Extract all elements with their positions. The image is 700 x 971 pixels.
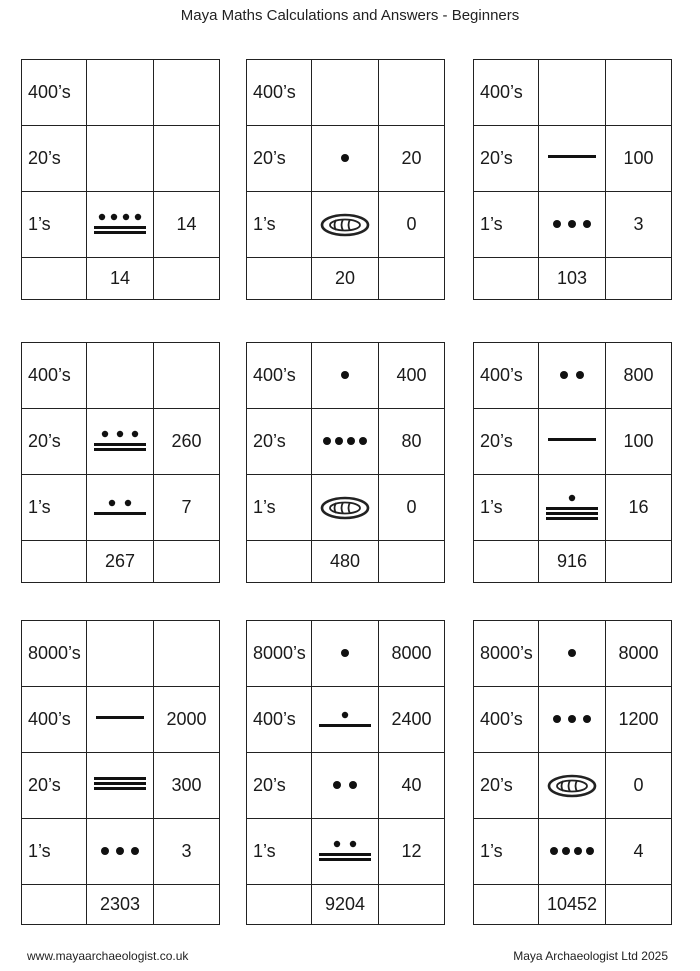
dot-mark xyxy=(560,371,568,379)
place-value: 40 xyxy=(379,753,445,819)
place-value xyxy=(154,621,220,687)
answer-blank xyxy=(154,258,220,300)
answer-total: 2303 xyxy=(87,885,154,925)
place-label: 1’s xyxy=(22,819,87,885)
answer-row xyxy=(247,885,445,925)
maya-numeral-icon xyxy=(92,716,148,723)
place-value: 12 xyxy=(379,819,445,885)
glyph-cell xyxy=(87,343,154,409)
place-row xyxy=(247,475,445,541)
dot-mark xyxy=(349,781,357,789)
answer-blank xyxy=(247,885,312,925)
answer-total: 9204 xyxy=(312,885,379,925)
dot-mark xyxy=(102,431,108,437)
maya-numeral-icon xyxy=(544,155,600,162)
answer-total: 480 xyxy=(312,541,379,583)
place-label: 400’s xyxy=(474,687,539,753)
place-row xyxy=(474,687,672,753)
answer-blank xyxy=(247,258,312,300)
maya-numeral-icon xyxy=(92,497,148,519)
place-label: 1’s xyxy=(247,475,312,541)
place-row xyxy=(247,60,445,126)
glyph-cell xyxy=(312,192,379,258)
problem-grid-6 xyxy=(473,342,672,583)
place-value: 3 xyxy=(154,819,220,885)
place-value: 300 xyxy=(154,753,220,819)
dot-mark xyxy=(131,847,139,855)
dot-mark xyxy=(586,847,594,855)
place-label: 400’s xyxy=(247,60,312,126)
page-title: Maya Maths Calculations and Answers - Beginners xyxy=(180,7,520,24)
place-value: 14 xyxy=(154,192,220,258)
place-value: 100 xyxy=(606,126,672,192)
place-row xyxy=(474,475,672,541)
dot-mark xyxy=(347,437,355,445)
place-row xyxy=(474,409,672,475)
place-label: 1’s xyxy=(247,192,312,258)
answer-blank xyxy=(22,541,87,583)
answer-row xyxy=(474,541,672,583)
dot-mark xyxy=(583,220,591,228)
glyph-cell xyxy=(312,126,379,192)
place-row xyxy=(22,753,220,819)
problem-grid-8 xyxy=(246,620,445,925)
dot-mark xyxy=(583,715,591,723)
dot-mark xyxy=(132,431,138,437)
answer-blank xyxy=(606,885,672,925)
place-value: 1200 xyxy=(606,687,672,753)
maya-numeral-icon xyxy=(544,647,600,661)
company-footer: Maya Archaeologist Ltd 2025 xyxy=(513,949,668,963)
place-row xyxy=(247,343,445,409)
answer-row xyxy=(22,541,220,583)
place-row xyxy=(22,621,220,687)
place-value: 0 xyxy=(606,753,672,819)
dot-mark xyxy=(568,715,576,723)
place-value: 100 xyxy=(606,409,672,475)
answer-blank xyxy=(379,541,445,583)
place-row xyxy=(247,819,445,885)
place-label: 20’s xyxy=(247,409,312,475)
maya-numeral-icon xyxy=(544,218,600,232)
answer-blank xyxy=(474,541,539,583)
place-value: 2000 xyxy=(154,687,220,753)
maya-numeral-icon xyxy=(544,492,600,524)
maya-numeral-icon xyxy=(317,435,373,449)
answer-total: 267 xyxy=(87,541,154,583)
place-row xyxy=(22,126,220,192)
glyph-cell xyxy=(539,126,606,192)
glyph-cell xyxy=(539,753,606,819)
glyph-cell xyxy=(87,409,154,475)
glyph-cell xyxy=(87,687,154,753)
place-value xyxy=(154,126,220,192)
bar-mark xyxy=(94,443,146,446)
place-row xyxy=(247,621,445,687)
bar-mark xyxy=(546,507,598,510)
answer-row xyxy=(474,885,672,925)
bar-mark xyxy=(548,155,596,158)
place-value: 400 xyxy=(379,343,445,409)
maya-numeral-icon xyxy=(544,845,600,859)
dot-mark xyxy=(342,711,348,717)
dot-mark xyxy=(123,214,129,220)
place-row xyxy=(22,687,220,753)
place-value: 0 xyxy=(379,475,445,541)
glyph-cell xyxy=(87,753,154,819)
answer-total: 916 xyxy=(539,541,606,583)
problem-grid-3 xyxy=(473,59,672,300)
maya-numeral-icon xyxy=(317,647,373,661)
place-row xyxy=(474,343,672,409)
maya-numeral-icon xyxy=(544,438,600,445)
answer-row xyxy=(247,258,445,300)
problem-grid-1 xyxy=(21,59,220,300)
glyph-cell xyxy=(539,819,606,885)
website-footer: www.mayaarchaeologist.co.uk xyxy=(27,949,189,963)
bar-mark xyxy=(548,438,596,441)
answer-blank xyxy=(154,541,220,583)
glyph-cell xyxy=(312,60,379,126)
dot-mark xyxy=(125,499,131,505)
place-label: 20’s xyxy=(22,753,87,819)
maya-numeral-icon xyxy=(92,428,148,455)
bar-mark xyxy=(94,782,146,785)
glyph-cell xyxy=(539,60,606,126)
place-value: 0 xyxy=(379,192,445,258)
dot-mark xyxy=(117,431,123,437)
dot-mark xyxy=(341,649,349,657)
place-label: 20’s xyxy=(474,126,539,192)
answer-row xyxy=(247,541,445,583)
place-label: 400’s xyxy=(474,343,539,409)
place-row xyxy=(247,126,445,192)
glyph-cell xyxy=(539,409,606,475)
dot-mark xyxy=(333,781,341,789)
dot-mark xyxy=(341,371,349,379)
place-label: 20’s xyxy=(247,753,312,819)
bar-mark xyxy=(546,512,598,515)
answer-blank xyxy=(22,885,87,925)
place-label: 20’s xyxy=(22,409,87,475)
maya-numeral-icon xyxy=(317,369,373,383)
place-value xyxy=(606,60,672,126)
place-row xyxy=(22,409,220,475)
place-label: 400’s xyxy=(247,687,312,753)
shell-zero-icon xyxy=(319,495,371,521)
maya-numeral-icon xyxy=(544,713,600,727)
place-row xyxy=(22,475,220,541)
bar-mark xyxy=(319,724,371,727)
glyph-cell xyxy=(312,475,379,541)
bar-mark xyxy=(94,231,146,234)
place-value: 8000 xyxy=(606,621,672,687)
dot-mark xyxy=(553,715,561,723)
dot-mark xyxy=(568,649,576,657)
glyph-cell xyxy=(539,687,606,753)
dot-mark xyxy=(323,437,331,445)
bar-mark xyxy=(94,512,146,515)
answer-row xyxy=(22,885,220,925)
bar-mark xyxy=(96,716,144,719)
dot-mark xyxy=(562,847,570,855)
place-row xyxy=(474,192,672,258)
glyph-cell xyxy=(539,475,606,541)
maya-numeral-icon xyxy=(92,845,148,859)
bar-mark xyxy=(319,858,371,861)
glyph-cell xyxy=(87,621,154,687)
answer-blank xyxy=(154,885,220,925)
dot-mark xyxy=(116,847,124,855)
place-value: 800 xyxy=(606,343,672,409)
answer-blank xyxy=(247,541,312,583)
problem-grid-9 xyxy=(473,620,672,925)
place-label: 400’s xyxy=(247,343,312,409)
place-row xyxy=(22,60,220,126)
glyph-cell xyxy=(312,819,379,885)
glyph-cell xyxy=(87,819,154,885)
answer-total: 10452 xyxy=(539,885,606,925)
dot-mark xyxy=(359,437,367,445)
bar-mark xyxy=(94,777,146,780)
maya-numeral-icon xyxy=(317,779,373,793)
dot-mark xyxy=(568,220,576,228)
place-label: 400’s xyxy=(22,687,87,753)
place-label: 1’s xyxy=(247,819,312,885)
place-value xyxy=(379,60,445,126)
dot-mark xyxy=(553,220,561,228)
place-row xyxy=(247,192,445,258)
place-label: 1’s xyxy=(474,475,539,541)
place-label: 400’s xyxy=(22,343,87,409)
place-value: 16 xyxy=(606,475,672,541)
answer-total: 20 xyxy=(312,258,379,300)
maya-numeral-icon xyxy=(92,777,148,794)
place-label: 1’s xyxy=(474,192,539,258)
place-value: 8000 xyxy=(379,621,445,687)
problem-grid-4 xyxy=(21,342,220,583)
place-label: 20’s xyxy=(247,126,312,192)
glyph-cell xyxy=(312,753,379,819)
answer-blank xyxy=(22,258,87,300)
glyph-cell xyxy=(312,409,379,475)
place-row xyxy=(474,819,672,885)
place-value: 7 xyxy=(154,475,220,541)
place-label: 8000’s xyxy=(22,621,87,687)
place-label: 20’s xyxy=(22,126,87,192)
glyph-cell xyxy=(312,343,379,409)
place-row xyxy=(474,621,672,687)
bar-mark xyxy=(319,853,371,856)
place-row xyxy=(22,192,220,258)
place-row xyxy=(247,409,445,475)
place-row xyxy=(247,753,445,819)
answer-total: 103 xyxy=(539,258,606,300)
dot-mark xyxy=(334,841,340,847)
answer-blank xyxy=(606,541,672,583)
glyph-cell xyxy=(312,621,379,687)
place-label: 20’s xyxy=(474,753,539,819)
place-label: 8000’s xyxy=(474,621,539,687)
place-value: 260 xyxy=(154,409,220,475)
problem-grid-7 xyxy=(21,620,220,925)
glyph-cell xyxy=(87,126,154,192)
glyph-cell xyxy=(312,687,379,753)
place-value: 2400 xyxy=(379,687,445,753)
glyph-cell xyxy=(87,475,154,541)
dot-mark xyxy=(111,214,117,220)
maya-numeral-icon xyxy=(92,211,148,238)
glyph-cell xyxy=(539,343,606,409)
maya-numeral-icon xyxy=(544,369,600,383)
dot-mark xyxy=(574,847,582,855)
place-value xyxy=(154,343,220,409)
dot-mark xyxy=(569,494,575,500)
place-label: 20’s xyxy=(474,409,539,475)
answer-row xyxy=(474,258,672,300)
place-label: 1’s xyxy=(22,192,87,258)
answer-blank xyxy=(379,258,445,300)
answer-row xyxy=(22,258,220,300)
place-label: 400’s xyxy=(474,60,539,126)
answer-blank xyxy=(606,258,672,300)
place-label: 8000’s xyxy=(247,621,312,687)
maya-numeral-icon xyxy=(317,152,373,166)
answer-blank xyxy=(474,885,539,925)
dot-mark xyxy=(99,214,105,220)
dot-mark xyxy=(576,371,584,379)
place-row xyxy=(22,819,220,885)
maya-numeral-icon xyxy=(317,838,373,865)
place-row xyxy=(474,126,672,192)
answer-total: 14 xyxy=(87,258,154,300)
problem-grid-5 xyxy=(246,342,445,583)
shell-zero-icon xyxy=(319,212,371,238)
dot-mark xyxy=(135,214,141,220)
dot-mark xyxy=(350,841,356,847)
place-value: 20 xyxy=(379,126,445,192)
place-row xyxy=(474,60,672,126)
place-value: 80 xyxy=(379,409,445,475)
dot-mark xyxy=(109,499,115,505)
maya-numeral-icon xyxy=(317,709,373,731)
place-label: 400’s xyxy=(22,60,87,126)
place-label: 1’s xyxy=(474,819,539,885)
glyph-cell xyxy=(539,621,606,687)
place-label: 1’s xyxy=(22,475,87,541)
place-value xyxy=(154,60,220,126)
place-value: 4 xyxy=(606,819,672,885)
glyph-cell xyxy=(539,192,606,258)
place-row xyxy=(247,687,445,753)
dot-mark xyxy=(341,154,349,162)
problem-grid-2 xyxy=(246,59,445,300)
place-value: 3 xyxy=(606,192,672,258)
bar-mark xyxy=(94,226,146,229)
bar-mark xyxy=(94,787,146,790)
glyph-cell xyxy=(87,60,154,126)
glyph-cell xyxy=(87,192,154,258)
shell-zero-icon xyxy=(546,773,598,799)
bar-mark xyxy=(94,448,146,451)
dot-mark xyxy=(335,437,343,445)
place-row xyxy=(22,343,220,409)
bar-mark xyxy=(546,517,598,520)
answer-blank xyxy=(379,885,445,925)
dot-mark xyxy=(550,847,558,855)
answer-blank xyxy=(474,258,539,300)
place-row xyxy=(474,753,672,819)
dot-mark xyxy=(101,847,109,855)
